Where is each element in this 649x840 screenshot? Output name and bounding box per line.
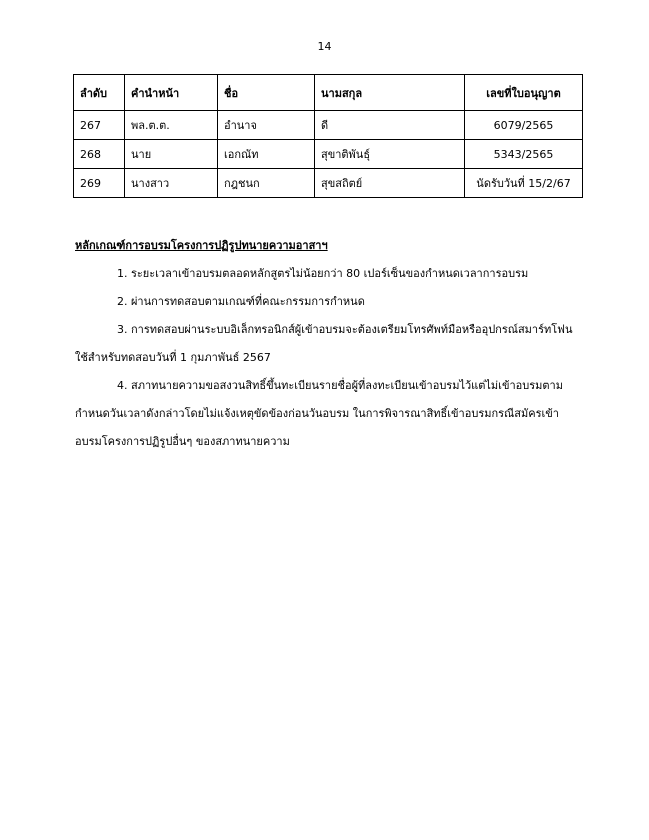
header-prefix: คำนำหน้า	[125, 75, 218, 111]
table-row	[74, 111, 583, 140]
cell-prefix: นางสาว	[125, 169, 218, 198]
criteria-heading: หลักเกณฑ์การอบรมโครงการปฏิรูปทนายความอาสาฯ	[75, 239, 328, 252]
header-last-name: นามสกุล	[315, 75, 465, 111]
table-row	[74, 140, 583, 169]
criteria-item-3: 3. การทดสอบผ่านระบบอิเล็กทรอนิกส์ผู้เข้าอบรมจะต้องเตรียมโทรศัพท์มือหรืออุปกรณ์สมาร์ทโฟนใช้สำหรับทดสอบวันที่ 1 กุมภาพันธ์ 2567	[75, 323, 573, 364]
criteria-item-1: 1. ระยะเวลาเข้าอบรมตลอดหลักสูตรไม่น้อยกว่า 80 เปอร์เซ็นของกำหนดเวลาการอบรม	[117, 267, 529, 280]
cell-first-name: กฎชนก	[218, 169, 315, 198]
header-order: ลำดับ	[74, 75, 125, 111]
cell-first-name: อำนาจ	[218, 111, 315, 140]
criteria-section	[75, 232, 580, 456]
header-first-name: ชื่อ	[218, 75, 315, 111]
cell-order: 267	[74, 111, 125, 140]
cell-last-name: สุขสถิตย์	[315, 169, 465, 198]
cell-order: 268	[74, 140, 125, 169]
cell-license: 6079/2565	[465, 111, 583, 140]
table-header-row	[74, 75, 583, 111]
table-row	[74, 169, 583, 198]
page-number: 14	[317, 40, 332, 53]
cell-last-name: สุขาติพันธุ์	[315, 140, 465, 169]
cell-order: 269	[74, 169, 125, 198]
cell-license: นัดรับวันที่ 15/2/67	[465, 169, 583, 198]
cell-prefix: นาย	[125, 140, 218, 169]
header-license: เลขที่ใบอนุญาต	[465, 75, 583, 111]
license-table	[73, 74, 583, 198]
cell-prefix: พล.ต.ต.	[125, 111, 218, 140]
cell-first-name: เอกณัท	[218, 140, 315, 169]
cell-last-name: ดี	[315, 111, 465, 140]
criteria-item-4: 4. สภาทนายความขอสงวนสิทธิ์ขึ้นทะเบียนรายชื่อผู้ที่ลงทะเบียนเข้าอบรมไว้แต่ไม่เข้าอบรมตามกำหนดวันเวลาดังกล่าวโดยไม่แจ้งเหตุขัดข้องก่อนวันอบรม ในการพิจารณาสิทธิ์เข้าอบรมกรณีสมัครเข้าอบรมโครงการปฏิรูปอื่นๆ ของสภาทนายความ	[75, 379, 563, 448]
cell-license: 5343/2565	[465, 140, 583, 169]
criteria-item-2: 2. ผ่านการทดสอบตามเกณฑ์ที่คณะกรรมการกำหนด	[117, 295, 365, 308]
